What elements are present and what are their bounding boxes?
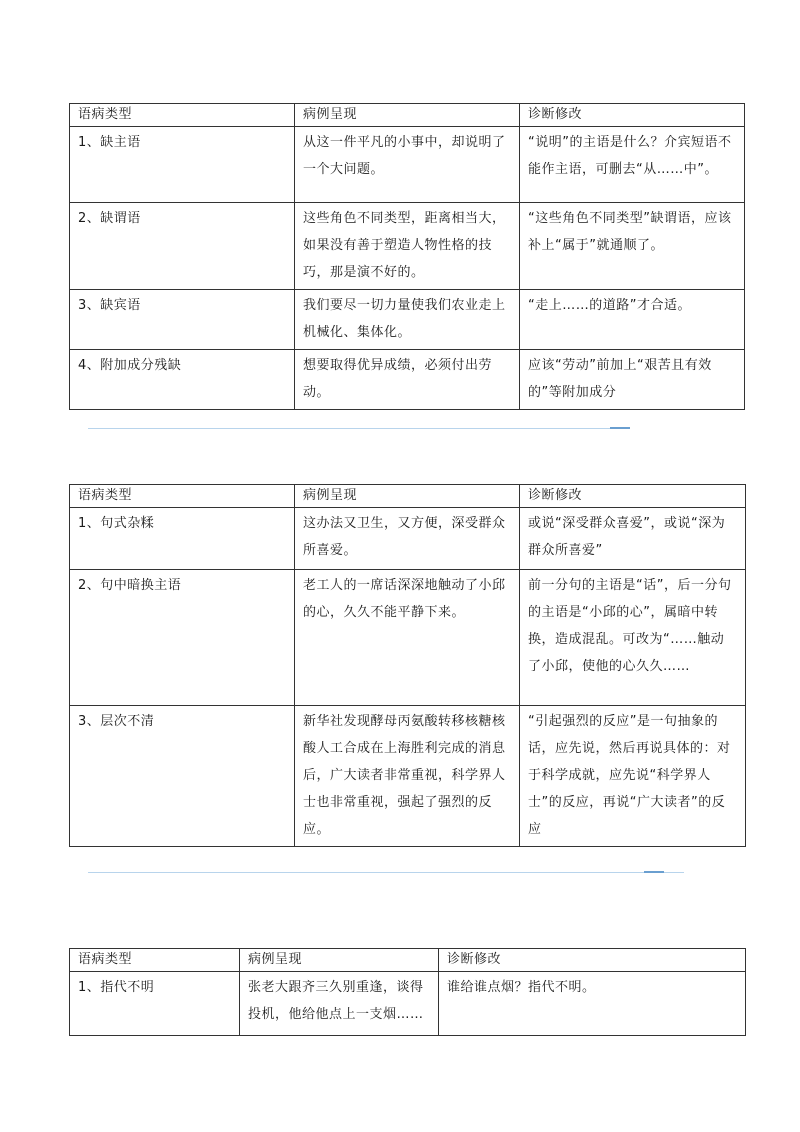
- example-cell: 我们要尽一切力量使我们农业走上机械化、集体化。: [295, 290, 520, 350]
- table-ambiguous-reference: [69, 948, 746, 1036]
- table-row: [70, 972, 746, 1036]
- section-divider: [88, 872, 684, 873]
- section-divider: [88, 428, 630, 429]
- header-cell: 诊断修改: [520, 485, 746, 508]
- error-type-cell: 3、缺宾语: [70, 290, 295, 350]
- table-row: [70, 127, 745, 203]
- correction-cell: “说明”的主语是什么？介宾短语不能作主语，可删去“从……中”。: [520, 127, 745, 203]
- header-cell: 病例呈现: [240, 949, 439, 972]
- error-type-cell: 3、层次不清: [70, 706, 295, 847]
- table-row: [70, 350, 745, 410]
- error-type-cell: 1、指代不明: [70, 972, 240, 1036]
- error-type-cell: 1、缺主语: [70, 127, 295, 203]
- header-cell: 语病类型: [70, 949, 240, 972]
- example-cell: 这办法又卫生，又方便，深受群众所喜爱。: [295, 508, 520, 570]
- divider-marker: [644, 871, 664, 873]
- error-type-cell: 1、句式杂糅: [70, 508, 295, 570]
- correction-cell: 前一分句的主语是“话”，后一分句的主语是“小邱的心”，属暗中转换，造成混乱。可改为“……触动了小邱，使他的心久久……: [520, 570, 746, 706]
- header-cell: 诊断修改: [439, 949, 746, 972]
- example-cell: 从这一件平凡的小事中，却说明了一个大问题。: [295, 127, 520, 203]
- correction-cell: 或说“深受群众喜爱”，或说“深为群众所喜爱”: [520, 508, 746, 570]
- example-cell: 想要取得优异成绩，必须付出劳动。: [295, 350, 520, 410]
- divider-marker: [610, 427, 630, 429]
- header-cell: 语病类型: [70, 485, 295, 508]
- table-header-row: [70, 949, 746, 972]
- example-cell: 老工人的一席话深深地触动了小邱的心，久久不能平静下来。: [295, 570, 520, 706]
- error-type-cell: 2、句中暗换主语: [70, 570, 295, 706]
- example-cell: 这些角色不同类型，距离相当大，如果没有善于塑造人物性格的技巧，那是演不好的。: [295, 203, 520, 290]
- table-row: [70, 508, 746, 570]
- example-cell: 新华社发现酵母丙氨酸转移核糖核酸人工合成在上海胜利完成的消息后，广大读者非常重视，科学界人士也非常重视，强起了强烈的反应。: [295, 706, 520, 847]
- header-cell: 病例呈现: [295, 485, 520, 508]
- table-header-row: [70, 485, 746, 508]
- header-cell: 诊断修改: [520, 104, 745, 127]
- correction-cell: 应该“劳动”前加上“艰苦且有效的”等附加成分: [520, 350, 745, 410]
- table-sentence-component-missing: [69, 103, 745, 410]
- correction-cell: “走上……的道路”才合适。: [520, 290, 745, 350]
- correction-cell: “引起强烈的反应”是一句抽象的话，应先说，然后再说具体的：对于科学成就，应先说“科学界人士”的反应，再说“广大读者”的反应: [520, 706, 746, 847]
- correction-cell: “这些角色不同类型”缺谓语，应该补上“属于”就通顺了。: [520, 203, 745, 290]
- header-cell: 语病类型: [70, 104, 295, 127]
- table-row: [70, 203, 745, 290]
- error-type-cell: 2、缺谓语: [70, 203, 295, 290]
- table-row: [70, 706, 746, 847]
- table-row: [70, 290, 745, 350]
- table-sentence-structure-confusion: [69, 484, 746, 847]
- table-header-row: [70, 104, 745, 127]
- error-type-cell: 4、附加成分残缺: [70, 350, 295, 410]
- correction-cell: 谁给谁点烟？指代不明。: [439, 972, 746, 1036]
- table-row: [70, 570, 746, 706]
- header-cell: 病例呈现: [295, 104, 520, 127]
- example-cell: 张老大跟齐三久别重逢，谈得投机，他给他点上一支烟……: [240, 972, 439, 1036]
